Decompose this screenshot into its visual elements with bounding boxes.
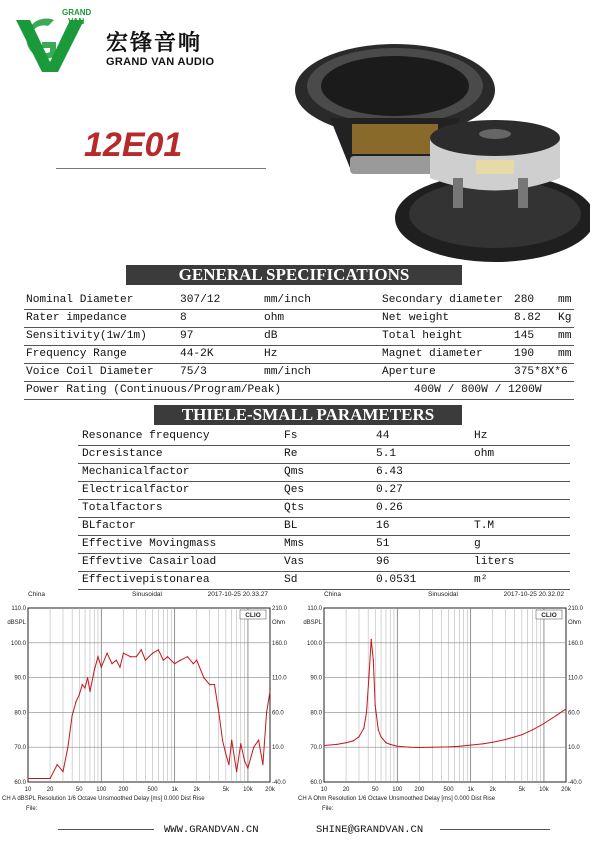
table-row [78,464,570,482]
data-point [262,764,263,765]
right-tick-label: 160.0 [272,640,288,647]
right-tick-label: 160.0 [568,640,584,647]
data-point [107,653,108,654]
x-tick-label: 20k [561,787,571,793]
data-point [492,742,493,743]
data-point [470,745,471,746]
impedance-chart [298,588,593,824]
data-point [145,660,146,661]
y-tick-label: 70.0 [14,745,26,752]
thiele-small-table [78,428,570,590]
y-tick-label: 110.0 [307,606,322,612]
right-axis-unit: Ohm [568,620,582,626]
left-axis-unit: dBSPL [303,620,322,626]
x-tick-label: 20 [46,787,54,793]
data-point [50,778,51,779]
x-tick-label: 50 [75,787,83,793]
table-row [78,518,570,536]
x-tick-label: 10k [539,787,549,793]
data-point [231,740,232,741]
spec-label: Total height [382,330,463,342]
data-point [225,754,226,755]
x-tick-label: 2k [489,787,496,793]
x-tick-label: 2k [193,787,200,793]
data-point [75,701,76,702]
x-tick-label: 500 [443,787,454,793]
data-point [258,740,259,741]
data-point [174,663,175,664]
data-point [371,639,372,640]
right-tick-label: 60.0 [568,710,580,717]
x-tick-label: 100 [392,787,403,793]
spec-label: Aperture [382,366,436,378]
data-point [82,684,83,685]
divider [440,829,550,830]
data-point [353,740,354,741]
param-unit: g [474,538,481,550]
clio-badge: CLIO [541,612,557,619]
spec-unit: mm/inch [264,294,311,306]
data-point [228,764,229,765]
param-symbol: Qms [284,466,305,478]
spec-value: 280 [514,294,535,306]
table-row [24,328,574,346]
x-tick-label: 50 [371,787,379,793]
data-point [167,656,168,657]
right-axis-unit: Ohm [272,620,286,626]
y-tick-label: 60.0 [14,780,26,786]
param-name: Totalfactors [82,502,163,514]
data-point [119,667,120,668]
param-name: Effective Movingmass [82,538,217,550]
data-point [62,771,63,772]
spec-label: Sensitivity(1w/1m) [26,330,147,342]
data-point [236,771,237,772]
data-point [505,739,506,740]
thiele-small-heading: THIELE-SMALL PARAMETERS [154,405,462,425]
chart-footer-file: File: [322,806,334,812]
data-point [375,705,376,706]
general-specs-table [24,292,574,400]
data-point [253,747,254,748]
data-point [209,684,210,685]
param-value: 96 [376,556,390,568]
y-tick-label: 70.0 [310,745,322,752]
data-point [358,736,359,737]
data-point [385,742,386,743]
data-point [79,694,80,695]
logo-wordmark: GRAND VAN [62,8,92,26]
table-row [78,428,570,446]
x-tick-label: 1k [467,787,474,793]
left-axis-unit: dBSPL [7,620,26,626]
param-value: 0.27 [376,484,403,496]
param-name: BLfactor [82,520,136,532]
param-symbol: Sd [284,574,298,586]
table-row [78,446,570,464]
table-row [24,346,574,364]
general-specs-heading: GENERAL SPECIFICATIONS [126,265,462,285]
data-point [244,761,245,762]
data-point [141,649,142,650]
x-tick-label: 10k [243,787,253,793]
param-value: 6.43 [376,466,403,478]
spec-label: Secondary diameter [382,294,503,306]
param-unit: T.M [474,520,495,532]
data-point [84,687,85,688]
x-tick-label: 20k [265,787,275,793]
param-value: 5.1 [376,448,397,460]
data-point [180,660,181,661]
data-point [543,723,544,724]
y-tick-label: 90.0 [310,675,322,682]
data-point [196,660,197,661]
param-unit: m² [474,574,488,586]
param-name: Resonance frequency [82,430,210,442]
data-point [218,712,219,713]
data-point [116,660,117,661]
data-point [111,663,112,664]
spec-value: 8.82 [514,312,541,324]
data-point [193,663,194,664]
data-point [373,660,374,661]
data-point [240,743,241,744]
data-point [152,653,153,654]
chart-header-signal: Sinusoidal [428,591,458,598]
spec-unit: Hz [264,348,278,360]
param-value: 16 [376,520,390,532]
data-point [410,747,411,748]
power-rating-row [24,382,574,400]
chart-header-timestamp: 2017-10-25 20.32.02 [503,591,564,598]
frequency-response-chart [2,588,297,824]
power-rating-value: 400W / 800W / 1200W [414,384,542,396]
model-number: 12E01 [84,126,183,164]
table-row [24,364,574,382]
param-symbol: Qes [284,484,305,496]
param-name: Effectivepistonarea [82,574,210,586]
spec-unit: mm [558,294,572,306]
data-point [521,734,522,735]
param-symbol: Mms [284,538,305,550]
divider [58,829,154,830]
footer-website: WWW.GRANDVAN.CN [164,824,259,836]
table-row [78,554,570,572]
param-symbol: Qts [284,502,305,514]
data-point [214,684,215,685]
data-point [556,715,557,716]
chart-header-source: China [28,591,45,598]
data-point [27,778,28,779]
brand-name-chinese: 宏锋音响 [106,31,203,56]
spec-unit: dB [264,330,278,342]
table-row [24,310,574,328]
y-tick-label: 110.0 [11,606,26,612]
table-row [24,292,574,310]
table-row [78,536,570,554]
data-point [266,712,267,713]
spec-value: 75/3 [180,366,207,378]
x-tick-label: 20 [342,787,350,793]
data-point [187,656,188,657]
y-tick-label: 100.0 [306,640,322,647]
param-unit: Hz [474,430,488,442]
data-point [247,768,248,769]
right-tick-label: 10.0 [568,745,580,752]
spec-unit: mm/inch [264,366,311,378]
table-row [78,482,570,500]
y-tick-label: 80.0 [14,710,26,717]
x-tick-label: 200 [118,787,129,793]
data-point [565,708,566,709]
param-value: 51 [376,538,390,550]
right-tick-label: 210.0 [272,606,288,612]
param-value: 44 [376,430,390,442]
right-tick-label: 210.0 [568,606,584,612]
data-point [459,746,460,747]
data-point [136,656,137,657]
spec-label: Nominal Diameter [26,294,134,306]
spec-label: Magnet diameter [382,348,483,360]
data-point [222,740,223,741]
data-point [448,746,449,747]
spec-label: Frequency Range [26,348,127,360]
power-rating-label: Power Rating (Continuous/Program/Peak) [26,384,282,396]
data-point [87,677,88,678]
spec-unit: Kg [558,312,572,324]
table-row [78,500,570,518]
y-tick-label: 100.0 [10,640,26,647]
data-point [323,745,324,746]
data-point [419,747,420,748]
param-name: Electricalfactor [82,484,190,496]
chart-footer-settings: CH A Ohm Resolution 1/6 Octave Unsmoothed Delay [ms] 0.000 Dist Rise [298,796,496,802]
param-unit: liters [474,556,515,568]
divider [56,168,266,169]
data-point [72,715,73,716]
data-point [368,677,369,678]
right-tick-label: -40.0 [272,780,286,786]
param-unit: ohm [474,448,495,460]
spec-unit: mm [558,330,572,342]
param-name: Effevtive Casairload [82,556,217,568]
right-tick-label: 110.0 [568,675,583,682]
data-point [390,744,391,745]
param-name: Dcresistance [82,448,163,460]
spec-value: 190 [514,348,535,360]
data-point [163,660,164,661]
x-tick-label: 1k [171,787,178,793]
param-symbol: Vas [284,556,305,568]
data-point [336,744,337,745]
data-point [67,747,68,748]
data-point [57,764,58,765]
param-symbol: Fs [284,430,298,442]
x-tick-label: 100 [96,787,107,793]
y-tick-label: 90.0 [14,675,26,682]
data-point [130,656,131,657]
x-tick-label: 10 [24,787,32,793]
data-point [123,653,124,654]
x-tick-label: 10 [320,787,328,793]
data-point [158,649,159,650]
data-point [346,742,347,743]
x-tick-label: 200 [414,787,425,793]
y-tick-label: 80.0 [310,710,322,717]
data-point [397,746,398,747]
param-name: Mechanicalfactor [82,466,190,478]
data-point [483,743,484,744]
param-symbol: Re [284,448,298,460]
spec-label: Rater impedance [26,312,127,324]
x-tick-label: 5k [222,787,230,793]
param-value: 0.0531 [376,574,417,586]
chart-header-timestamp: 2017-10-25 20.33.27 [207,591,268,598]
chart-footer-settings: CH A dBSPL Resolution 1/6 Octave Unsmoothed Delay [ms] 0.000 Dist Rise [2,796,205,802]
spec-value: 8 [180,312,187,324]
right-tick-label: -40.0 [568,780,582,786]
spec-label: Voice Coil Diameter [26,366,154,378]
chart-header-source: China [324,591,341,598]
right-tick-label: 60.0 [272,710,284,717]
x-tick-label: 5k [518,787,526,793]
data-point [378,729,379,730]
param-value: 0.26 [376,502,403,514]
data-point [532,729,533,730]
spec-value: 307/12 [180,294,221,306]
data-point [101,667,102,668]
brand-name-english: GRAND VAN AUDIO [106,56,215,68]
data-point [269,691,270,692]
data-point [380,736,381,737]
footer-email: SHINE@GRANDVAN.CN [316,824,424,836]
data-point [363,728,364,729]
chart-header-signal: Sinusoidal [132,591,162,598]
spec-unit: ohm [264,312,285,324]
param-symbol: BL [284,520,298,532]
data-point [97,656,98,657]
right-tick-label: 10.0 [272,745,284,752]
spec-value: 375*8X*6 [514,366,568,378]
x-tick-label: 500 [147,787,158,793]
speaker-photo [290,28,590,268]
y-tick-label: 60.0 [310,780,322,786]
data-point [203,677,204,678]
chart-footer-file: File: [26,806,38,812]
spec-unit: mm [558,348,572,360]
spec-value: 145 [514,330,535,342]
spec-label: Net weight [382,312,450,324]
data-point [89,691,90,692]
data-point [94,670,95,671]
spec-value: 44-2K [180,348,214,360]
spec-value: 97 [180,330,194,342]
plot-area [324,608,566,782]
data-point [432,747,433,748]
right-tick-label: 110.0 [272,675,287,682]
data-point [366,712,367,713]
clio-badge: CLIO [245,612,261,619]
